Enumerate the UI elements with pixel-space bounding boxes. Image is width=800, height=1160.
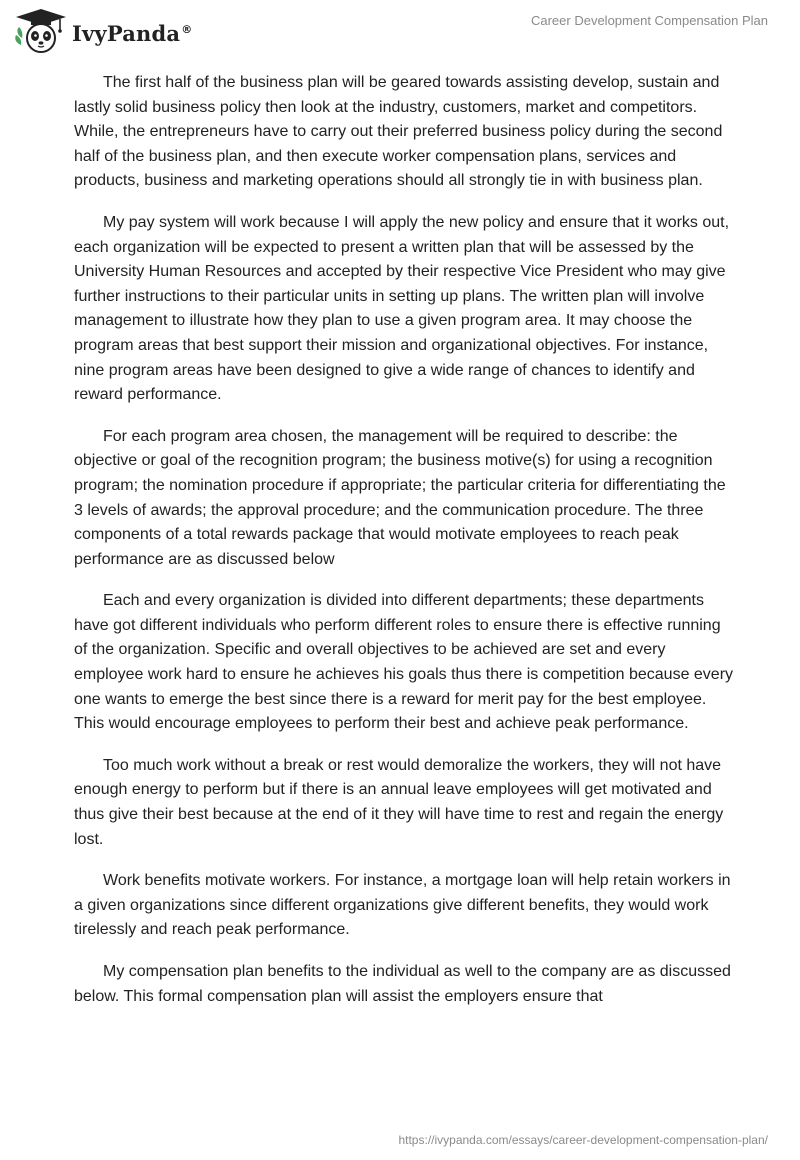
paragraph: Each and every organization is divided into different departments; these departments have got different individuals who perform different roles to ensure there is effective running of the organization. Specific and overall objectives to be achieved are set and every employee work hard to ensure he achieves his goals thus there is competition because every one wants to emerge the best since there is a reward for merit pay for the best employee. This would encourage employees to perform their best and achieve peak performance. bbox=[74, 592, 734, 733]
essay-body bbox=[74, 71, 734, 1026]
source-url-link[interactable]: https://ivypanda.com/essays/career-development-compensation-plan/ bbox=[398, 1133, 768, 1147]
panda-graduation-cap-icon bbox=[14, 8, 68, 54]
paragraph: For each program area chosen, the management will be required to describe: the objective or goal of the recognition program; the business motive(s) for using a recognition program; the nomination procedure if appropriate; the particular criteria for differentiating the 3 levels of awards; the approval procedure; and the communication procedure. The three components of a total rewards package that would motivate employees to reach peak performance are as discussed below bbox=[74, 427, 726, 568]
paragraph: My compensation plan benefits to the individual as well to the company are as discussed below. This formal compensation plan will assist the employers ensure that bbox=[74, 963, 731, 1005]
registered-mark: ® bbox=[181, 22, 193, 36]
brand-name-text: IvyPanda bbox=[72, 20, 181, 46]
paragraph: Work benefits motivate workers. For instance, a mortgage loan will help retain workers in a given organizations since different organizations give different benefits, they would work tirelessly and reach peak performance. bbox=[74, 872, 731, 939]
brand-logo[interactable] bbox=[14, 8, 192, 54]
page-header bbox=[0, 0, 800, 60]
paragraph: The first half of the business plan will be geared towards assisting develop, sustain and lastly solid business policy then look at the industry, customers, market and competitors. While, the entrepreneurs have to carry out their preferred business policy during the second half of the business plan, and then execute worker compensation plans, services and products, business and marketing operations should all strongly tie in with business plan. bbox=[74, 74, 723, 190]
paragraph: Too much work without a break or rest would demoralize the workers, they will not have enough energy to perform but if there is an annual leave employees will get motivated and thus give their best because at the end of it they will have time to rest and regain the energy lost. bbox=[74, 756, 724, 848]
brand-name bbox=[72, 21, 192, 46]
document-title: Career Development Compensation Plan bbox=[530, 13, 768, 28]
paragraph: My pay system will work because I will apply the new policy and ensure that it works out, each organization will be expected to present a written plan that will be assessed by the University Human Resources and accepted by their respective Vice President who may give further instructions to their particular units in setting up plans. The written plan will involve management to illustrate how they plan to use a given program area. It may choose the program areas that best support their mission and organizational objectives. For instance, nine program areas have been designed to give a wide range of chances to identify and reward performance. bbox=[74, 213, 730, 404]
